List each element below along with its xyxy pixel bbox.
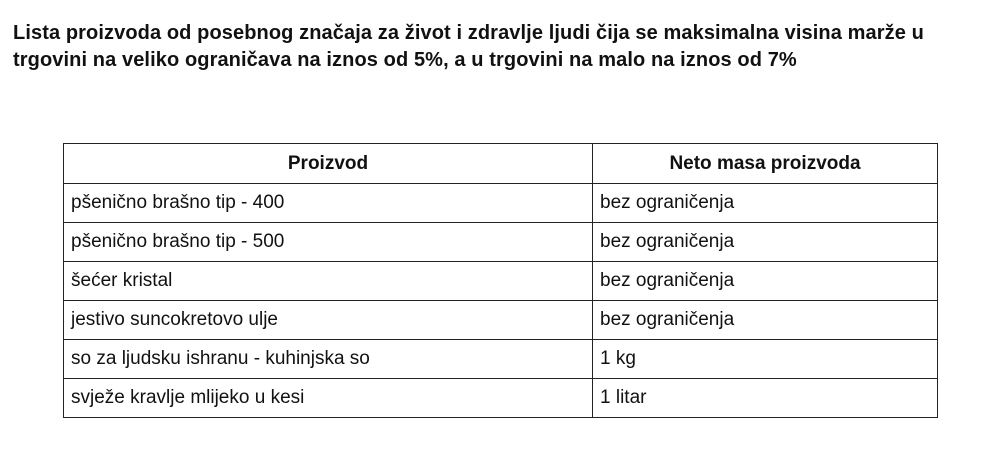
product-cell: svježe kravlje mlijeko u kesi	[64, 379, 593, 418]
net-mass-cell: bez ograničenja	[593, 262, 938, 301]
product-cell: pšenično brašno tip - 500	[64, 223, 593, 262]
product-cell: pšenično brašno tip - 400	[64, 184, 593, 223]
product-cell: jestivo suncokretovo ulje	[64, 301, 593, 340]
document-heading: Lista proizvoda od posebnog značaja za život i zdravlje ljudi čija se maksimalna visina marže u trgovini na veliko ograničava na iznos od 5%, a u trgovini na malo na iznos od 7%	[13, 22, 924, 71]
table-row	[64, 184, 938, 223]
product-cell: šećer kristal	[64, 262, 593, 301]
table-row	[64, 262, 938, 301]
table-row	[64, 223, 938, 262]
product-cell: so za ljudsku ishranu - kuhinjska so	[64, 340, 593, 379]
header-net-mass: Neto masa proizvoda	[593, 144, 938, 184]
product-table	[63, 143, 938, 418]
net-mass-cell: bez ograničenja	[593, 184, 938, 223]
header-product: Proizvod	[64, 144, 593, 184]
net-mass-cell: bez ograničenja	[593, 301, 938, 340]
table-row	[64, 301, 938, 340]
net-mass-cell: 1 litar	[593, 379, 938, 418]
table-header-row	[64, 144, 938, 184]
table-row	[64, 340, 938, 379]
table-row	[64, 379, 938, 418]
net-mass-cell: 1 kg	[593, 340, 938, 379]
net-mass-cell: bez ograničenja	[593, 223, 938, 262]
